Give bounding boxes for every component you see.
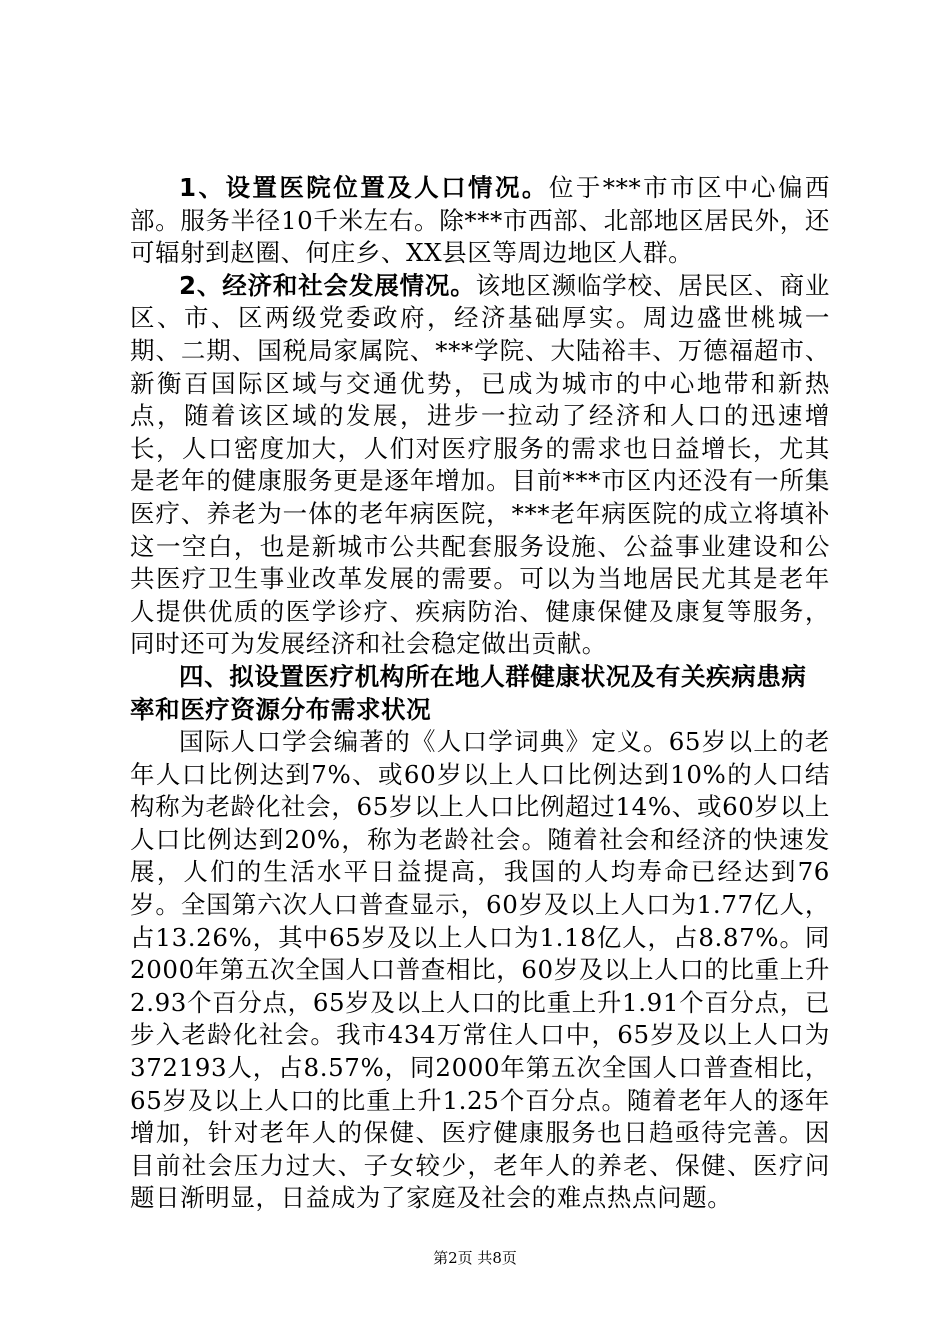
paragraph-economy-body: 该地区濒临学校、居民区、商业区、市、区两级党委政府，经济基础厚实。周边盛世桃城一期、二期、国税局家属院、***学院、大陆裕丰、万德福超市、新衡百国际区域与交通优势，已成为城市的中心地带和新热点，随着该区域的发展，进步一拉动了经济和人口的迅速增长，人口密度加大，人们对医疗服务的需求也日益增长，尤其是老年的健康服务更是逐年增加。目前***市区内还没有一所集医疗、养老为一体的老年病医院，***老年病医院的成立将填补这一空白，也是新城市公共配套服务设施、公益事业建设和公共医疗卫生事业改革发展的需要。可以为当地居民尤其是老年人提供优质的医学诊疗、疾病防治、健康保健及康复等服务，同时还可为发展经济和社会稳定做出贡献。 xyxy=(130,270,830,659)
paragraph-economy xyxy=(130,270,830,661)
paragraph-location xyxy=(130,172,830,270)
paragraph-economy-lead: 2、经济和社会发展情况。 xyxy=(179,270,476,300)
paragraph-population-aging: 国际人口学会编著的《人口学词典》定义。65岁以上的老年人口比例达到7%、或60岁以上人口比例达到10%的人口结构称为老龄化社会，65岁以上人口比例超过14%、或60岁以上人口比例达到20%，称为老龄社会。随着社会和经济的快速发展，人们的生活水平日益提高，我国的人均寿命已经达到76岁。全国第六次人口普查显示，60岁及以上人口为1.77亿人，占13.26%，其中65岁及以上人口为1.18亿人，占8.87%。同2000年第五次全国人口普查相比，60岁及以上人口的比重上升2.93个百分点，65岁及以上人口的比重上升1.91个百分点，已步入老龄化社会。我市434万常住人口中，65岁及以上人口为372193人，占8.57%，同2000年第五次全国人口普查相比，65岁及以上人口的比重上升1.25个百分点。随着老年人的逐年增加，针对老年人的保健、医疗健康服务也日趋亟待完善。因目前社会压力过大、子女较少，老年人的养老、保健、医疗问题日渐明显，日益成为了家庭及社会的难点热点问题。 xyxy=(130,727,830,1213)
paragraph-location-body: 位于***市市区中心偏西部。服务半径10千米左右。除***市西部、北部地区居民外，还可辐射到赵圈、何庄乡、XX县区等周边地区人群。 xyxy=(130,173,830,268)
document-body xyxy=(130,172,830,1215)
page-footer: 第2页 共8页 xyxy=(433,1249,517,1267)
paragraph-location-lead: 1、设置医院位置及人口情况。 xyxy=(179,173,549,202)
section-heading-4: 四、拟设置医疗机构所在地人群健康状况及有关疾病患病率和医疗资源分布需求状况 xyxy=(130,661,807,724)
